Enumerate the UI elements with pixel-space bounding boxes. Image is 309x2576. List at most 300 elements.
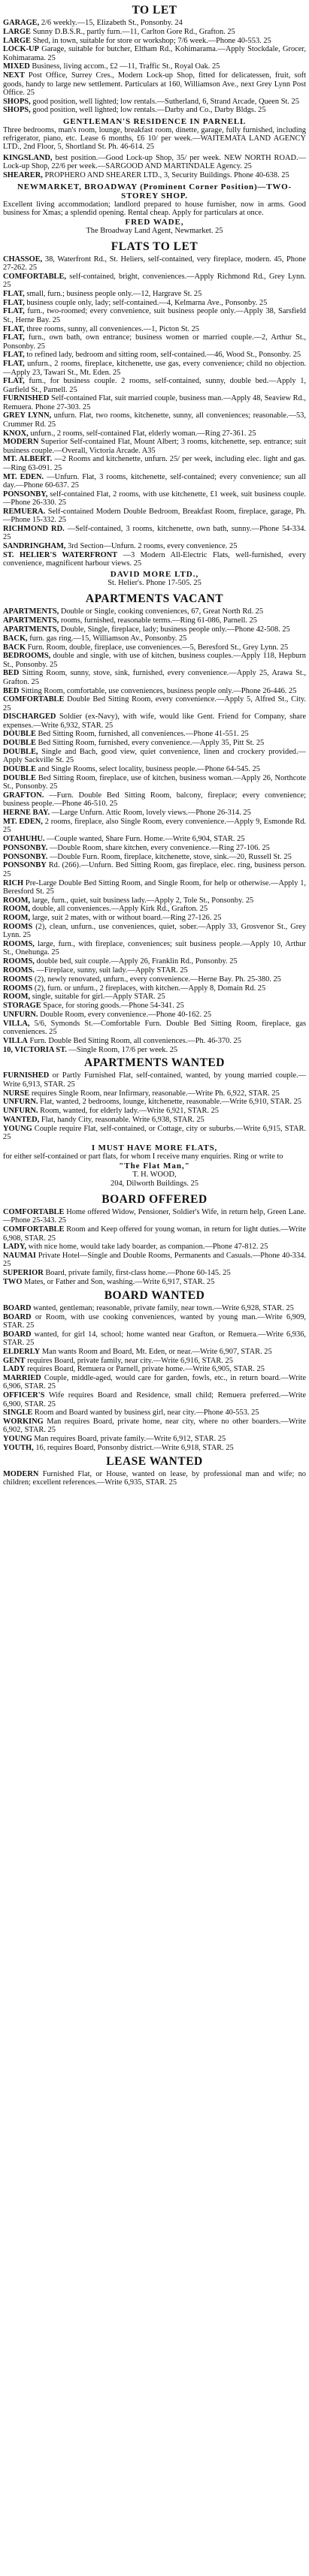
section-to-let [3,2,306,115]
ad-keyword: BACK, [3,634,28,643]
ad-keyword: REMUERA. [3,507,46,516]
ad-keyword: WORKING [3,1418,44,1427]
ad-keyword: APARTMENTS, [3,616,59,625]
ad-keyword: VILLA [3,1036,28,1045]
ad-keyword: BED [3,669,20,678]
ad-body: Garage, suitable for butcher, Eltham Rd., Kohimarama.—Apply Stockdale, Grocer, Kohimarama. 25 [3,45,306,62]
classified-ad [3,1225,306,1243]
ad-body: Bed Sitting Room, furnished, every convenience.—Apply 35, Pitt St. 25 [38,739,265,748]
ad-keyword: ROOM, [3,905,31,914]
ad-keyword: SHOPS, [3,97,31,106]
ad-keyword: ROOM, [3,914,31,923]
classified-ad [3,1252,306,1269]
ad-keyword: DOUBLE [3,765,36,774]
ad-body: Bed Sitting Room, fireplace, use of kitchen, business woman.—Apply 26, Northcote St., Ponsonby. 25 [3,773,306,791]
classified-ad [3,896,306,905]
display-ad-address: The Broadway Land Agent, Newmarket. 25 [86,226,223,235]
ad-keyword: ROOMS [3,984,33,993]
ad-body: Man wants Room and Board, Mt. Eden, or near.—Write 6,907, STAR. 25 [41,1347,272,1356]
classified-ad [3,695,306,713]
classified-ad [3,809,306,817]
ad-keyword: YOUNG [3,1435,32,1444]
classified-ad [3,625,306,634]
ad-keyword: APARTMENTS, [3,607,59,616]
ad-keyword: FLAT, [3,289,25,298]
classified-ad [3,438,306,455]
classified-ad [3,429,306,438]
classified-ad [3,255,306,273]
ad-body: Rd. (266).—Unfurn. Bed Sitting Room, gas fireplace, elec. ring, business person. 25 [3,861,306,878]
classified-ad [3,299,306,307]
ad-keyword: DISCHARGED [3,713,56,722]
ad-body: —Furn. Double Bed Sitting Room, balcony, fireplace; every convenience; business people.—Phone 46-510. 25 [3,791,306,809]
classified-ad [3,914,306,922]
ad-body: —Large Unfurn. Attic Room, lovely views.—Phone 26-314. 25 [51,809,251,818]
classified-ad [3,377,306,394]
ad-keyword: NEXT [3,71,25,80]
classified-ad [3,1374,306,1391]
classified-ad [3,748,306,765]
ad-keyword: BACK [3,643,26,652]
ad-body: —Double Furn. Room, fireplace, kitchenette, stove, sink.—20, Russell St. 25 [49,852,292,861]
ad-body: Furn. Double Bed Sitting Room, all conveniences.—Ph. 46-370. 25 [29,1036,241,1045]
display-ad-address: 204, Dilworth Buildings. 25 [111,1180,198,1189]
classified-ad [3,1037,306,1045]
ad-keyword: GARAGE, [3,19,40,27]
classified-ad [3,37,306,45]
section-lease-wanted [3,1453,306,1487]
ad-body: —Fireplace, sunny, suit lady.—Apply STAR. 25 [36,966,188,975]
ad-keyword: FLAT, [3,307,25,316]
ad-keyword: MIXED [3,62,30,71]
ad-body: Soldier (ex-Navy), with wife, would like Gent. Friend for Company, share expenses.—Write 6,932, STAR. 25 [3,713,306,730]
classified-ad [3,1107,306,1115]
ad-keyword: DOUBLE [3,730,36,739]
classified-ad [3,45,306,62]
section-heading: FLATS TO LET [111,240,198,253]
ad-keyword: COMFORTABLE [3,1225,65,1234]
ad-keyword: MT. EDEN. [3,472,44,481]
ad-keyword: BOARD [3,1330,32,1339]
display-ad-headline: NEWMARKET, BROADWAY (Prominent Corner Position)—TWO-STOREY SHOP. [17,182,292,200]
ad-keyword: COMFORTABLE [3,695,65,704]
classified-ad [3,957,306,966]
ad-body: double and single, with use of kitchen, business couples.—Apply 118, Hepburn St., Ponsonby. 25 [3,652,306,669]
classified-ad [3,905,306,913]
ad-keyword: FLAT, [3,351,25,360]
ad-body: with nice home, would take lady boarder, as companion.—Phone 47-812. 25 [28,1243,268,1252]
ad-body: double, all conveniences.—Apply Kirk Rd., Grafton. 25 [32,905,208,914]
ad-keyword: PONSONBY, [3,490,48,499]
classified-ad [3,765,306,773]
ad-body: Pre-Large Double Bed Sitting Room, and Single Room, for help or otherwise.—Apply 1, Beresford St. 25 [3,878,306,896]
ad-keyword: FLAT, [3,360,25,369]
ad-body: furn., for business couple. 2 rooms, self-contained, sunny, double bed.—Apply 1, Garfield St., Parnell. 25 [3,377,306,394]
ad-body: Space, for storing goods.—Phone 54-341. 25 [43,1002,184,1011]
ad-keyword: GENT [3,1356,26,1365]
display-ad-body: for either self-contained or part flats, for whom I receive many enquiries. Ring or write to [3,1152,283,1161]
ad-body: Sunny D.B.S.R., partly furn.—11, Carlton Gore Rd., Grafton. 25 [32,27,235,36]
classified-ad [3,774,306,791]
ad-keyword: FLAT, [3,324,25,333]
classified-ad [3,394,306,411]
ad-keyword: MT. ALBERT. [3,455,53,464]
ad-keyword: WANTED, [3,1115,40,1124]
ad-keyword: MODERN [3,1469,39,1478]
ad-keyword: LOCK-UP [3,45,39,54]
ad-keyword: RICH [3,878,24,887]
ad-keyword: GRAFTON. [3,791,44,800]
classified-ad [3,1330,306,1348]
ad-keyword: PONSONBY [3,861,47,870]
classified-ad [3,1269,306,1277]
classified-ad [3,652,306,669]
ad-body: rooms, furnished, reasonable terms.—Ring 61-086, Parnell. 25 [60,616,257,625]
classified-ad [3,861,306,878]
ad-keyword: NAUMAI [3,1252,36,1261]
ad-keyword: PONSONBY. [3,852,48,861]
display-ad-body: Three bedrooms, man's room, lounge, breakfast room, dinette, garage, fully furnished, including refrigerator, piano, etc. Lease 6 months, £6 10/ per week.—WAITEMATA LAND AGENCY LTD., 2nd Floor, 5, Shortland St. Ph. 46-614. 25 [3,125,306,152]
classified-ad [3,28,306,36]
ad-body: Self-contained Modern Double Bedroom, Breakfast Room, fireplace, garage, Ph.—Phone 15-332. 25 [3,507,306,525]
classified-ad [3,542,306,550]
ad-keyword: DOUBLE, [3,748,38,757]
ad-keyword: 10, VICTORIA ST. [3,1045,67,1054]
ad-keyword: FLAT, [3,377,25,386]
ad-keyword: UNFURN. [3,1098,38,1107]
ad-keyword: BOARD [3,1312,32,1321]
ad-keyword: GREY LYNN, [3,411,52,420]
display-ad-name: T. H. WOOD, [132,1170,177,1180]
ad-body: Double, Single, fireplace, lady; business people only.—Phone 42-508. 25 [60,625,290,634]
ad-keyword: ROOMS. [3,966,35,975]
ad-keyword: UNFURN. [3,1010,38,1019]
ad-body: Double or Single, cooking conveniences, 67, Great North Rd. 25 [60,607,264,616]
ad-body: single, suitable for girl.—Apply STAR. 25 [32,993,165,1002]
classified-ad [3,607,306,616]
ad-body: large, furn., quiet, suit business lady.—Apply 2, Tole St., Ponsonby. 25 [32,896,254,905]
ad-body: to refined lady, bedroom and sitting room, self-contained.—46, Wood St., Ponsonby. 25 [26,351,301,360]
section-flats-to-let [3,238,306,568]
ad-keyword: KNOX, [3,429,29,438]
classified-ad [3,739,306,747]
ad-body: wanted, for girl 14, school; home wanted near Grafton, or Remuera.—Write 6,936, STAR. 25 [3,1330,306,1347]
ad-keyword: MODERN [3,438,39,447]
ad-body: Shed, in town, suitable for store or workshop; 7/6 week.—Phone 40-553. 25 [32,36,271,45]
ad-body: good position, well lighted; low rentals.—Sutherland, 6, Strand Arcade, Queen St. 25 [32,97,299,106]
ad-body: unfurn., 2 rooms, fireplace, kitchenette, use gas, every convenience; child no objection.—Apply 23, Tawari St., Mt. Eden. 25 [3,360,306,377]
ad-keyword: LADY, [3,1243,27,1252]
ad-body: —Self-contained, 3 rooms, kitchenette, own bath, sunny.—Phone 54-334. 25 [3,524,306,542]
ad-body: unfurn. Flat, two rooms, kitchenette, sunny, all conveniences; reasonable.—53, Crummer Rd. 25 [3,411,306,429]
ad-body: or Room, with use cooking conveniences, wanted by young man.—Write 6,909, STAR. 25 [3,1312,306,1330]
ad-body: Board, private family, first-class home.—Phone 60-145. 25 [45,1269,231,1278]
classified-ad [3,730,306,738]
ad-body: —3 Modern All-Electric Flats, well-furnished, every convenience, magnificent harbour views. 25 [3,550,306,568]
classified-ad [3,1444,306,1452]
classified-ad [3,1125,306,1142]
ad-body: —Single Room, 17/6 per week. 25 [68,1045,178,1054]
ad-body: 38, Waterfront Rd., St. Heliers, self-contained, very fireplace, modern. 45, Phone 27-262. 25 [3,255,306,272]
classified-ad [3,490,306,508]
ad-keyword: CHASSOE, [3,255,43,264]
section-heading: LEASE WANTED [106,1454,203,1468]
ad-body: (2), newly renovated, unfurn., every convenience.—Herne Bay. Ph. 25-380. 25 [34,975,281,984]
ad-keyword: OTAHUHU. [3,835,45,844]
ad-keyword: ROOMS [3,923,33,932]
ad-body: furn., two-roomed; every convenience, suit business people only.—Apply 38, Sarsfield St., Herne Bay. 25 [3,307,306,324]
classified-ad [3,1046,306,1054]
classified-ad [3,19,306,27]
ad-keyword: FLAT, [3,298,25,307]
classified-ad [3,1409,306,1417]
ad-body: Bed Sitting Room, furnished, all conveniences.—Phone 41-551. 25 [38,730,249,739]
section-to-let-cont [3,154,306,179]
ad-body: Single and Bach, good view, quiet convenience, linen and crockery provided.—Apply Sackville St. 25 [3,748,306,765]
ad-keyword: ROOM, [3,896,31,905]
ad-body: —Unfurn. Flat, 3 rooms, kitchenette, self-contained; every convenience; sun all day.—Phone 60-637. 25 [3,472,306,490]
ad-keyword: RICHMOND RD. [3,524,65,533]
ad-body: —Double Room, share kitchen, every convenience.—Ring 27-106. 25 [49,843,270,852]
classified-ad [3,508,306,525]
classified-ad [3,1365,306,1373]
section-apartments-wanted [3,1054,306,1141]
display-ad-headline: I MUST HAVE MORE FLATS, [91,1143,218,1153]
section-heading: BOARD OFFERED [101,1193,208,1207]
classified-ad [3,1089,306,1098]
ad-body: Couple require Flat, self-contained, or Cottage, city or suburbs.—Write 6,915, STAR. 25 [3,1124,306,1142]
ad-body: Man requires Board, private home, near city, where no other boarders.—Write 6,902, STAR. 25 [3,1418,306,1435]
ad-keyword: OFFICER'S [3,1391,45,1400]
display-ad-firm: DAVID MORE LTD., [110,570,199,580]
ad-keyword: TWO [3,1278,23,1287]
ad-body: Home offered Widow, Pensioner, Soldier's Wife, in return help, Green Lane.—Phone 25-343. 25 [3,1208,306,1225]
classified-ad [3,1098,306,1106]
ad-body: Room, wanted, for elderly lady.—Write 6,921, STAR. 25 [40,1107,219,1116]
classified-ad [3,154,306,171]
ad-keyword: BED [3,686,20,695]
ad-keyword: MARRIED [3,1374,41,1383]
ad-keyword: BEDROOMS, [3,652,51,661]
ad-body: —2 Rooms and kitchenette, unfurn. 25/ per week, including elec. light and gas.—Ring 63-091. 25 [3,455,306,472]
classified-ad [3,473,306,490]
classified-ad [3,966,306,975]
ad-keyword: FURNISHED [3,394,50,403]
ad-keyword: DOUBLE [3,739,36,748]
ad-keyword: PONSONBY. [3,843,48,852]
ad-body: Superior Self-contained Flat, Mount Albert; 3 rooms, kitchenette, sep. entrance; suit business couple.—Overall, Victoria Arcade. A35 [3,438,306,455]
display-ad-body: Excellent living accommodation; landlord prepared to house furnisher, now in arms. Good business for Xmas; a splendid opening. Rental cheap. Apply for particulars at once. [3,200,306,217]
ad-keyword: SUPERIOR [3,1269,44,1278]
ad-body: unfurn., 2 rooms, self-contained Flat, elderly woman.—Ring 27-361. 25 [30,429,256,438]
classified-ad [3,634,306,643]
ad-body: requires Board, private family, near city.—Write 6,916, STAR. 25 [27,1356,233,1365]
display-ad-firm: "The Flat Man," [119,1161,190,1171]
classified-ad [3,1435,306,1443]
ad-body: PROPHERO AND SHEARER LTD., 3, Security Buildings. Phone 40-638. 25 [44,171,289,180]
ad-keyword: COMFORTABLE [3,1208,65,1217]
ad-body: double bed, suit couple.—Apply 26, Franklin Rd., Ponsonby. 25 [36,957,238,966]
ad-keyword: FLAT, [3,333,25,342]
section-heading: TO LET [132,4,177,17]
classified-ad [3,835,306,843]
ad-body: wanted, gentleman; reasonable, private family, near town.—Write 6,928, STAR. 25 [33,1303,294,1312]
classified-ad [3,643,306,652]
display-ad-firm: FRED WADE, [125,217,184,227]
ad-body: Business, living accom., £2 —11, Traffic St., Royal Oak. 25 [32,62,220,71]
classified-ad [3,333,306,351]
ad-body: 2 rooms, fireplace, also Single Room, every convenience.—Apply 9, Esmonde Rd. 25 [3,817,306,835]
classified-ad [3,1243,306,1251]
ad-keyword: KINGSLAND, [3,154,53,163]
classified-ad [3,975,306,984]
ad-body: or Partly Furnished Flat, self-contained, wanted, by young married couple.—Write 6,913, STAR. 25 [3,1071,306,1089]
ad-body: Sitting Room, comfortable, use conveniences, business people only.—Phone 26-446. 25 [20,686,297,695]
display-ad-parnell-residence [3,116,306,152]
classified-ad [3,273,306,290]
classified-ad [3,1304,306,1312]
ad-keyword: YOUTH, [3,1444,34,1453]
classified-ad [3,1020,306,1037]
classified-ad [3,411,306,429]
display-ad-flat-man [3,1143,306,1189]
classified-ad [3,98,306,106]
classified-ad [3,307,306,324]
classified-ad [3,669,306,686]
section-heading: BOARD WANTED [104,1288,205,1302]
classified-ad [3,687,306,695]
ad-keyword: SANDRINGHAM, [3,541,66,550]
classified-ad [3,525,306,542]
classified-ad [3,853,306,861]
classified-ad [3,106,306,114]
classified-ad [3,1116,306,1124]
ad-keyword: COMFORTABLE, [3,272,67,281]
ad-body: requires Single Room, near Infirmary, reasonable.—Write Ph. 6,922, STAR. 25 [31,1089,280,1098]
ad-keyword: DOUBLE [3,773,36,782]
classified-ad [3,1357,306,1365]
classified-ad [3,1208,306,1225]
ad-body: 5/6, Symonds St.—Comfortable Furn. Double Bed Sitting Room, fireplace, gas conveniences. 25 [3,1019,306,1037]
ad-body: 16, requires Board, Ponsonby district.—Write 6,918, STAR. 25 [35,1444,234,1453]
ad-keyword: ROOMS, [3,940,35,949]
ad-body: Private Hotel—Single and Double Rooms, Permanents and Casuals.—Phone 40-334. 25 [3,1252,306,1269]
ad-body: good position, well lighted; low rentals.—Darby and Co., Darby Bldgs. 25 [32,106,266,115]
classified-ad [3,1348,306,1356]
ad-body: Couple, middle-aged, would care for garden, fowls, etc., in return board.—Write 6,906, STAR. 25 [3,1374,306,1391]
classified-ad [3,993,306,1001]
classified-ad [3,984,306,993]
ad-keyword: ROOMS, [3,957,35,966]
ad-body: large, furn., with fireplace, conveniences; suit business people.—Apply 10, Arthur St., Onehunga. 25 [3,940,306,957]
classified-ad [3,713,306,730]
ad-body: business couple only, lady; self-contained.—4, Kelmarna Ave., Ponsonby. 25 [26,298,268,307]
ad-keyword: ROOMS [3,975,33,984]
ad-body: —Couple wanted, Share Furn. Home.—Write 6,904, STAR. 25 [47,835,245,844]
ad-keyword: APARTMENTS, [3,625,59,634]
classified-ad [3,171,306,179]
ad-body: Sitting Room, sunny, stove, sink, furnished, every convenience.—Apply 25, Arawa St., Grafton. 25 [3,669,306,686]
ad-keyword: NURSE [3,1089,30,1098]
ad-body: furn., own bath, own entrance; business women or married couple.—2, Arthur St., Ponsonby. 25 [3,333,306,351]
ad-body: small, furn.; business people only.—12, Hargrave St. 25 [26,289,202,298]
classified-ad [3,455,306,472]
classified-ad [3,290,306,298]
classified-ad [3,325,306,333]
ad-keyword: ROOM, [3,993,31,1002]
ad-body: Wife requires Board and Residence, small child; Remuera preferred.—Write 6,900, STAR. 25 [3,1391,306,1409]
ad-body: three rooms, sunny, all conveniences.—1, Picton St. 25 [26,324,199,333]
ad-keyword: HERNE BAY. [3,809,50,818]
section-heading: APARTMENTS VACANT [85,592,224,606]
section-heading: APARTMENTS WANTED [84,1056,225,1070]
classified-ad [3,1418,306,1435]
ad-body: Furnished Flat, or House, wanted on lease, by professional man and wife; no children; excellent references.—Write 6,935, STAR. 25 [3,1469,306,1487]
ad-keyword: BOARD [3,1303,32,1312]
ad-keyword: MT. EDEN, [3,817,43,826]
display-ad-headline: GENTLEMAN'S RESIDENCE IN PARNELL [62,116,247,126]
ad-body: Furn. Room, double, fireplace, use conveniences.—5, Beresford St., Grey Lynn. 25 [27,643,289,652]
classified-ad [3,71,306,97]
ad-keyword: LARGE [3,27,31,36]
ad-body: Room and Board wanted by business girl, near city.—Phone 40-553. 25 [34,1409,259,1418]
classified-ad [3,1071,306,1089]
ad-keyword: FURNISHED [3,1071,50,1080]
display-ad-address: St. Helier's. Phone 17-505. 25 [108,579,201,588]
classified-ad [3,1313,306,1330]
ad-keyword: LARGE [3,36,31,45]
classified-ad [3,551,306,568]
ad-keyword: SHOPS, [3,106,31,115]
ad-keyword: ST. HELIER'S WATERFRONT [3,550,118,559]
section-board-wanted [3,1287,306,1453]
ad-body: Self-contained Flat, suit married couple, business man.—Apply 48, Seaview Rd., Remuera. Phone 27-303. 25 [3,394,306,411]
ad-body: (2), furn. or unfurn., 2 fireplaces, with kitchen.—Apply 8, Domain Rd. 25 [34,984,266,993]
classified-ad [3,1002,306,1010]
ad-keyword: LADY [3,1365,26,1374]
ad-body: Room and Keep offered for young woman, in return for light duties.—Write 6,908, STAR. 25 [3,1225,306,1243]
ad-body: best position.—Good Lock-up Shop, 35/ per week. NEW NORTH ROAD.—Lock-up Shop, 22/6 per week.—SARGOOD AND MARTINDALE Agency. 25 [3,154,306,171]
ad-body: furn. gas ring.—15, Williamson Av., Ponsonby. 25 [29,634,187,643]
section-board-offered [3,1191,306,1286]
ad-body: Double Room, every convenience.—Phone 40-162. 25 [40,1010,212,1019]
ad-keyword: STORAGE [3,1002,41,1011]
classified-ad [3,360,306,377]
ad-keyword: VILLA, [3,1019,30,1028]
classified-ad [3,1278,306,1286]
classified-ad [3,940,306,957]
ad-body: Double Bed Sitting Room, every convenience.—Apply 5, Alfred St., City. 25 [3,695,306,713]
display-ad-newmarket-shop [3,182,306,237]
ad-keyword: SINGLE [3,1409,33,1418]
classified-ad [3,1470,306,1487]
ad-body: Man requires Board, private family.—Write 6,912, STAR. 25 [34,1435,226,1444]
ad-body: Mates, or Father and Son, washing.—Write 6,917, STAR. 25 [24,1278,215,1287]
ad-body: and Single Rooms, select locality, business people.—Phone 64-545. 25 [38,765,260,774]
classified-ad [3,923,306,940]
ad-keyword: ELDERLY [3,1347,41,1356]
classified-ad [3,351,306,359]
classified-ad [3,879,306,896]
ad-body: large, suit 2 mates, with or without board.—Ring 27-126. 25 [32,914,222,923]
ad-keyword: SHEARER, [3,171,43,180]
classified-ad [3,818,306,835]
classified-ad [3,1011,306,1019]
classified-ad [3,62,306,71]
ad-body: (2), clean, unfurn., use conveniences, quiet, sober.—Apply 33, Grosvenor St., Grey Lynn. 25 [3,923,306,940]
classified-ad [3,791,306,809]
classified-ad [3,616,306,625]
